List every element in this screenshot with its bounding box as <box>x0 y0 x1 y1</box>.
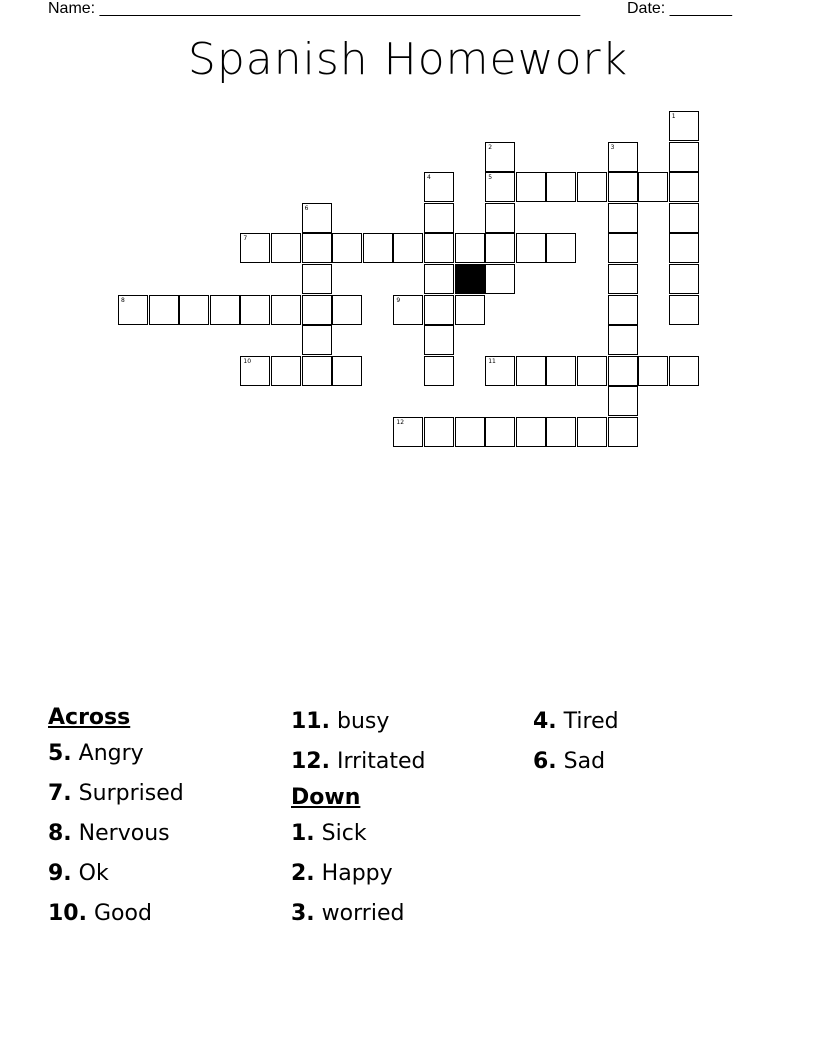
clue-number-label: 2 <box>488 143 493 151</box>
clue-number: 9. <box>48 861 72 886</box>
crossword-cell[interactable] <box>485 264 515 294</box>
crossword-cell[interactable] <box>302 325 332 355</box>
clue-text: worried <box>321 901 405 926</box>
down-clue <box>533 702 763 742</box>
clue-number-label: 11 <box>488 357 496 365</box>
crossword-cell[interactable] <box>669 356 699 386</box>
clue-text: Nervous <box>78 821 170 846</box>
crossword-cell[interactable] <box>424 356 454 386</box>
crossword-cell[interactable] <box>669 203 699 233</box>
crossword-cell[interactable] <box>638 172 668 202</box>
crossword-cell[interactable] <box>240 233 270 263</box>
clue-number: 6. <box>533 749 557 774</box>
clue-number-label: 1 <box>671 113 676 120</box>
crossword-cell[interactable] <box>546 172 576 202</box>
clue-text: Tired <box>563 709 619 734</box>
clue-number: 3. <box>291 901 315 926</box>
clue-number: 8. <box>48 821 72 846</box>
crossword-cell[interactable] <box>608 233 638 263</box>
clue-number: 2. <box>291 861 315 886</box>
down-clue <box>291 854 521 894</box>
clue-number-label: 10 <box>243 357 252 365</box>
crossword-cell[interactable] <box>608 295 638 325</box>
crossword-cell[interactable] <box>455 233 485 263</box>
crossword-cell[interactable] <box>546 417 576 447</box>
clue-text: Ok <box>78 861 109 886</box>
crossword-cell[interactable] <box>577 356 607 386</box>
crossword-cell[interactable] <box>608 417 638 447</box>
crossword-cell[interactable] <box>210 295 240 325</box>
across-clue <box>48 814 278 854</box>
down-clue <box>291 814 521 854</box>
across-heading: Across <box>48 705 131 730</box>
crossword-cell[interactable] <box>669 264 699 294</box>
clue-number-label: 4 <box>427 174 431 182</box>
down-clue <box>533 742 763 782</box>
crossword-cell[interactable] <box>332 356 362 386</box>
crossword-cell[interactable] <box>240 356 270 386</box>
crossword-cell[interactable] <box>302 295 332 325</box>
crossword-cell[interactable] <box>149 295 179 325</box>
crossword-cell[interactable] <box>638 356 668 386</box>
clue-column-2 <box>291 702 521 934</box>
crossword-cell[interactable] <box>424 264 454 294</box>
across-clue <box>48 894 278 934</box>
crossword-cell[interactable] <box>271 356 301 386</box>
crossword-cell[interactable] <box>577 172 607 202</box>
clue-column-1 <box>48 702 278 934</box>
crossword-cell[interactable] <box>393 233 423 263</box>
crossword-cell[interactable] <box>332 295 362 325</box>
clue-text: Surprised <box>78 781 184 806</box>
clue-text: busy <box>336 709 390 734</box>
clue-number-label: 3 <box>610 143 615 151</box>
clue-number-label: 12 <box>396 419 405 426</box>
crossword-cell[interactable] <box>424 417 454 447</box>
crossword-cell[interactable] <box>455 295 485 325</box>
page-title: Spanish Homework <box>187 34 629 85</box>
clue-text: Happy <box>321 861 393 886</box>
crossword-cell[interactable] <box>516 233 546 263</box>
crossword-cell[interactable] <box>332 233 362 263</box>
crossword-cell[interactable] <box>363 233 393 263</box>
clue-text: Angry <box>78 741 144 766</box>
clue-number-label: 5 <box>488 174 493 182</box>
crossword-cell[interactable] <box>608 386 638 416</box>
crossword-cell[interactable] <box>485 142 515 172</box>
crossword-cell[interactable] <box>302 203 332 233</box>
crossword-cell[interactable] <box>424 233 454 263</box>
crossword-cell[interactable] <box>608 325 638 355</box>
clue-number-label: 8 <box>121 296 125 304</box>
clue-text: Sad <box>563 749 606 774</box>
crossword-cell[interactable] <box>302 264 332 294</box>
crossword-cell[interactable] <box>424 325 454 355</box>
crossword-cell[interactable] <box>546 356 576 386</box>
crossword-cell[interactable] <box>608 356 638 386</box>
crossword-cell[interactable] <box>179 295 209 325</box>
crossword-cell[interactable] <box>669 111 699 141</box>
crossword-cell[interactable] <box>424 172 454 202</box>
across-clue <box>291 742 521 782</box>
clue-number: 7. <box>48 781 72 806</box>
crossword-cell[interactable] <box>240 295 270 325</box>
clue-number-label: 7 <box>243 235 248 243</box>
clue-text: Good <box>93 901 152 926</box>
crossword-cell[interactable] <box>393 417 423 447</box>
crossword-cell[interactable] <box>302 233 332 263</box>
crossword-cell[interactable] <box>577 417 607 447</box>
crossword-cell[interactable] <box>485 203 515 233</box>
clue-column-3 <box>533 702 763 782</box>
clue-number: 5. <box>48 741 72 766</box>
crossword-cell[interactable] <box>546 233 576 263</box>
crossword-cell[interactable] <box>485 172 515 202</box>
crossword-cell[interactable] <box>424 295 454 325</box>
crossword-cell[interactable] <box>516 356 546 386</box>
crossword-cell[interactable] <box>669 172 699 202</box>
crossword-cell[interactable] <box>608 172 638 202</box>
crossword-cell[interactable] <box>516 417 546 447</box>
across-clue <box>48 854 278 894</box>
crossword-cell[interactable] <box>118 295 148 325</box>
down-clue <box>291 894 521 934</box>
clue-number: 11. <box>291 709 330 734</box>
crossword-cell[interactable] <box>393 295 423 325</box>
crossword-cell[interactable] <box>669 142 699 172</box>
across-clue <box>48 734 278 774</box>
crossword-cell[interactable] <box>669 295 699 325</box>
clue-text: Sick <box>321 821 367 846</box>
clue-number-label: 9 <box>396 296 401 304</box>
crossword-cell[interactable] <box>485 417 515 447</box>
crossword-cell[interactable] <box>271 295 301 325</box>
down-heading: Down <box>291 785 361 810</box>
crossword-cell[interactable] <box>271 233 301 263</box>
crossword-grid <box>0 0 816 460</box>
crossword-cell[interactable] <box>608 142 638 172</box>
clue-number: 4. <box>533 709 557 734</box>
crossword-cell[interactable] <box>516 172 546 202</box>
clue-text: Irritated <box>336 749 426 774</box>
clue-number: 1. <box>291 821 315 846</box>
crossword-cell[interactable] <box>608 264 638 294</box>
across-clue <box>291 702 521 742</box>
crossword-cell[interactable] <box>302 356 332 386</box>
crossword-cell[interactable] <box>455 417 485 447</box>
across-clue <box>48 774 278 814</box>
clue-number: 10. <box>48 901 87 926</box>
clue-number: 12. <box>291 749 330 774</box>
crossword-cell[interactable] <box>669 233 699 263</box>
crossword-cell[interactable] <box>485 233 515 263</box>
name-line: Name: ______________________________________________________ <box>48 0 581 17</box>
date-line: Date: _______ <box>627 0 732 17</box>
crossword-cell[interactable] <box>485 356 515 386</box>
clue-number-label: 6 <box>304 204 309 212</box>
crossword-cell[interactable] <box>424 203 454 233</box>
blocked-cell <box>455 264 485 294</box>
crossword-cell[interactable] <box>608 203 638 233</box>
